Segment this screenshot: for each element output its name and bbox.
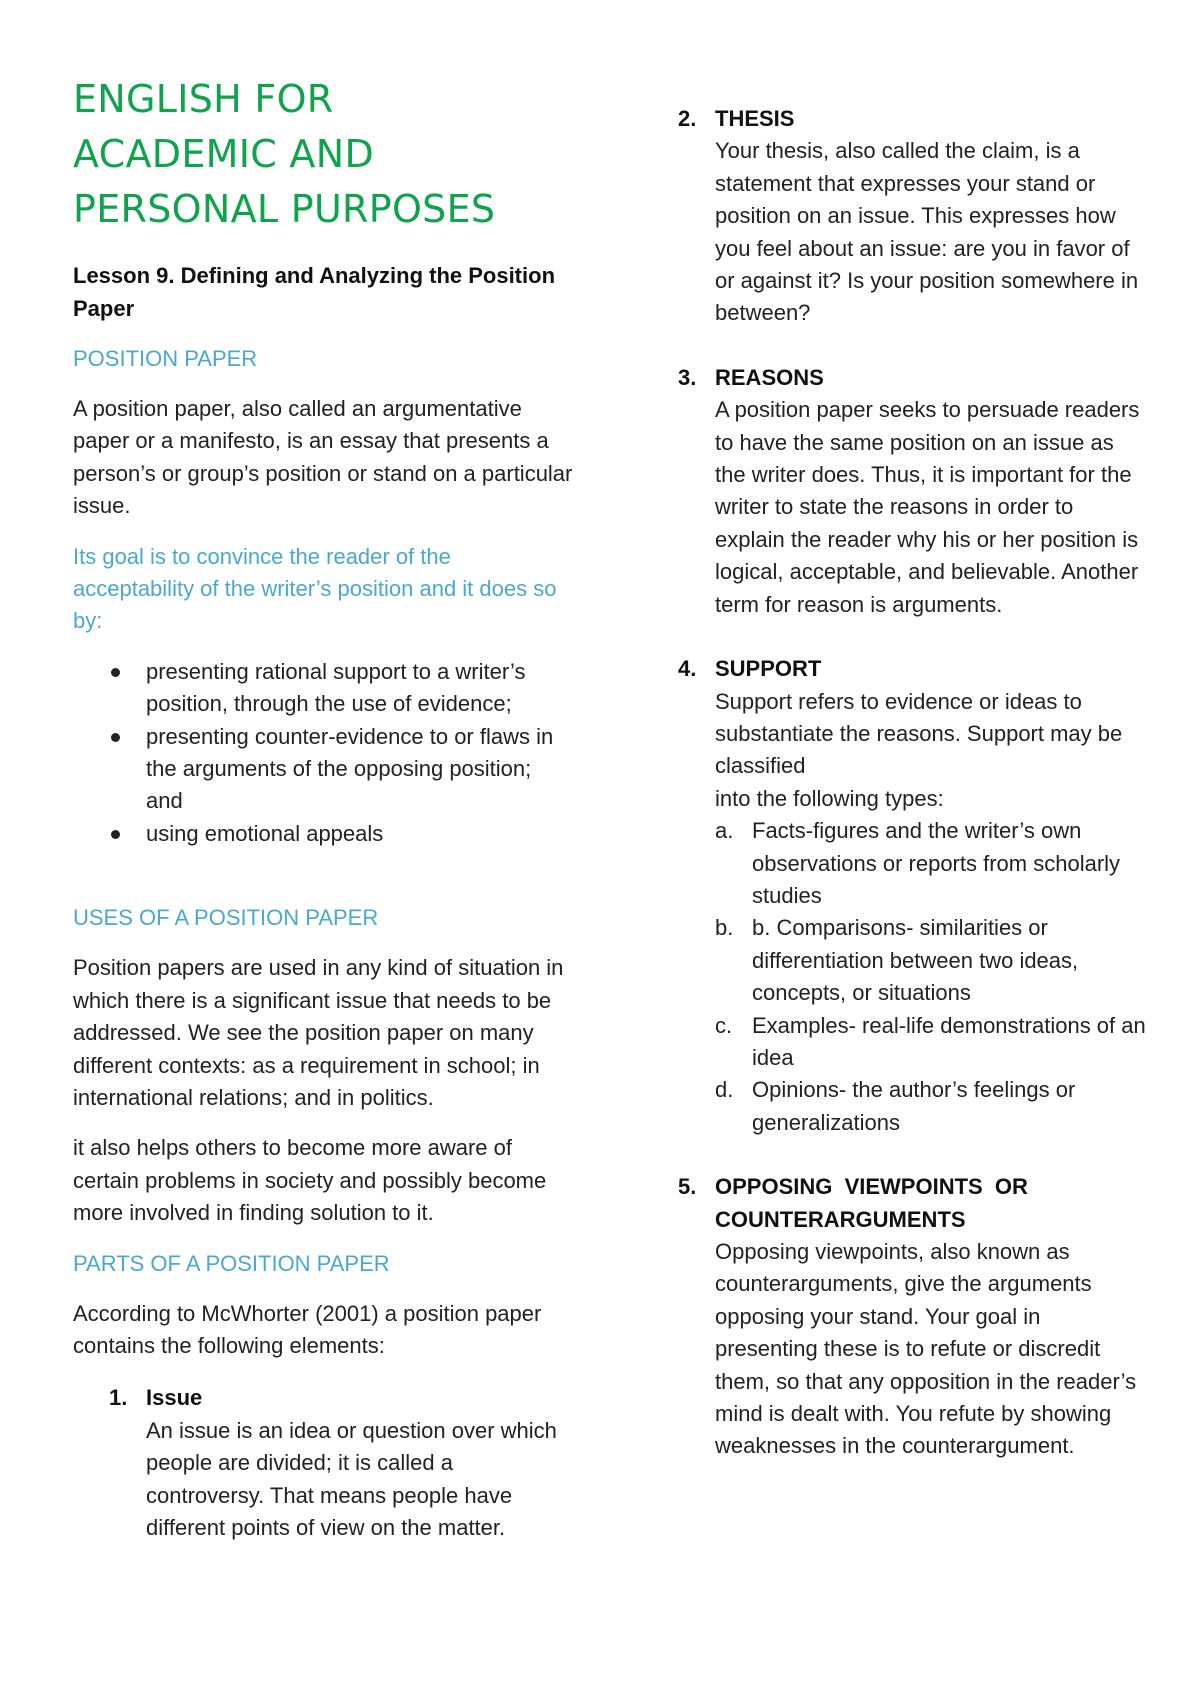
item-body-line-2: into the following types:	[715, 785, 944, 811]
bullet-text: presenting rational support to a writer’s position, through the use of evidence;	[146, 658, 526, 717]
list-item	[73, 818, 573, 850]
numbered-item-issue	[73, 1382, 573, 1544]
item-title: SUPPORT	[715, 656, 822, 682]
numbered-item-reasons	[678, 362, 1148, 621]
item-body-line-1: Support refers to evidence or ideas to substantiate the reasons. Support may be classified	[715, 688, 1123, 779]
list-letter: a.	[715, 818, 734, 844]
bullet-text: using emotional appeals	[146, 820, 384, 846]
goal-paragraph: Its goal is to convince the reader of the acceptability of the writer’s position and it does so by:	[73, 543, 557, 634]
item-title: OPPOSING VIEWPOINTS OR COUNTERARGUMENTS	[715, 1174, 1035, 1232]
parts-intro-paragraph: According to McWhorter (2001) a position paper contains the following elements:	[73, 1300, 542, 1358]
support-types-list	[715, 815, 1148, 1139]
list-item	[715, 815, 1148, 912]
item-body: An issue is an idea or question over which people are divided; it is called a controversy. That means people have different points of view on the matter.	[146, 1417, 557, 1540]
item-body: Your thesis, also called the claim, is a statement that expresses your stand or position on an issue. This expresses how you feel about an issue: are you in favor of or against it? Is your position somewhere in between?	[715, 138, 1139, 326]
list-text: Examples- real-life demonstrations of an idea	[752, 1012, 1146, 1070]
item-body: Opposing viewpoints, also known as counterarguments, give the arguments opposing your stand. Your goal in presenting these is to refute or discredit them, so that any opposition in the reader’s mind is dealt with. You refute by showing weaknesses in the counterargument.	[715, 1239, 1137, 1459]
item-number: 3.	[678, 364, 697, 390]
title-line-2: ACADEMIC AND	[73, 132, 375, 176]
list-text: Facts-figures and the writer’s own observations or reports from scholarly studies	[752, 818, 1121, 908]
list-letter: b.	[715, 915, 734, 941]
list-text: b. Comparisons- similarities or differentiation between two ideas, concepts, or situations	[752, 915, 1079, 1006]
item-title: Issue	[146, 1385, 203, 1411]
list-letter: d.	[715, 1077, 734, 1103]
list-letter: c.	[715, 1012, 733, 1038]
item-number: 4.	[678, 656, 697, 682]
bullet-icon	[111, 830, 120, 839]
numbered-item-counterarguments	[678, 1171, 1148, 1463]
list-text: Opinions- the author’s feelings or generalizations	[752, 1077, 1076, 1135]
lesson-title: Lesson 9. Defining and Analyzing the Position Paper	[73, 263, 556, 321]
section-heading-uses: USES OF A POSITION PAPER	[73, 905, 379, 931]
left-column	[73, 0, 573, 1544]
section-heading-position-paper: POSITION PAPER	[73, 346, 258, 371]
item-title: THESIS	[715, 106, 795, 131]
document-title	[73, 72, 573, 237]
goal-bullet-list	[73, 656, 573, 850]
item-number: 5.	[678, 1174, 697, 1200]
bullet-text: presenting counter-evidence to or flaws in the arguments of the opposing position; and	[146, 723, 554, 814]
item-title: REASONS	[715, 364, 824, 390]
item-number: 2.	[678, 106, 697, 131]
uses-paragraph-2: it also helps others to become more aware of certain problems in society and possibly become more involved in finding solution to it.	[73, 1135, 547, 1226]
numbered-item-thesis	[678, 103, 1148, 330]
list-item	[73, 721, 573, 818]
spacer	[73, 850, 573, 884]
definition-paragraph: A position paper, also called an argumentative paper or a manifesto, is an essay that presents a person’s or group’s position or stand on a particular issue.	[73, 396, 573, 519]
list-item	[715, 912, 1148, 1009]
list-item	[715, 1010, 1148, 1075]
numbered-item-support	[678, 653, 1148, 1139]
item-body: A position paper seeks to persuade readers to have the same position on an issue as the writer does. Thus, it is important for the writer to state the reasons in order to explain the reader why his or her position is logical, acceptable, and believable. Another term for reason is arguments.	[715, 397, 1140, 617]
bullet-icon	[111, 733, 120, 742]
title-line-3: PERSONAL PURPOSES	[73, 187, 496, 231]
section-heading-parts: PARTS OF A POSITION PAPER	[73, 1250, 390, 1276]
item-number: 1.	[109, 1385, 128, 1411]
list-item	[715, 1074, 1148, 1139]
title-line-1: ENGLISH FOR	[73, 77, 334, 121]
bullet-icon	[111, 668, 120, 677]
right-column	[678, 0, 1148, 1463]
uses-paragraph-1: Position papers are used in any kind of situation in which there is a significant issue that needs to be addressed. We see the position paper on many different contexts: as a requirement in school; in international relations; and in politics.	[73, 955, 564, 1110]
list-item	[73, 656, 573, 721]
